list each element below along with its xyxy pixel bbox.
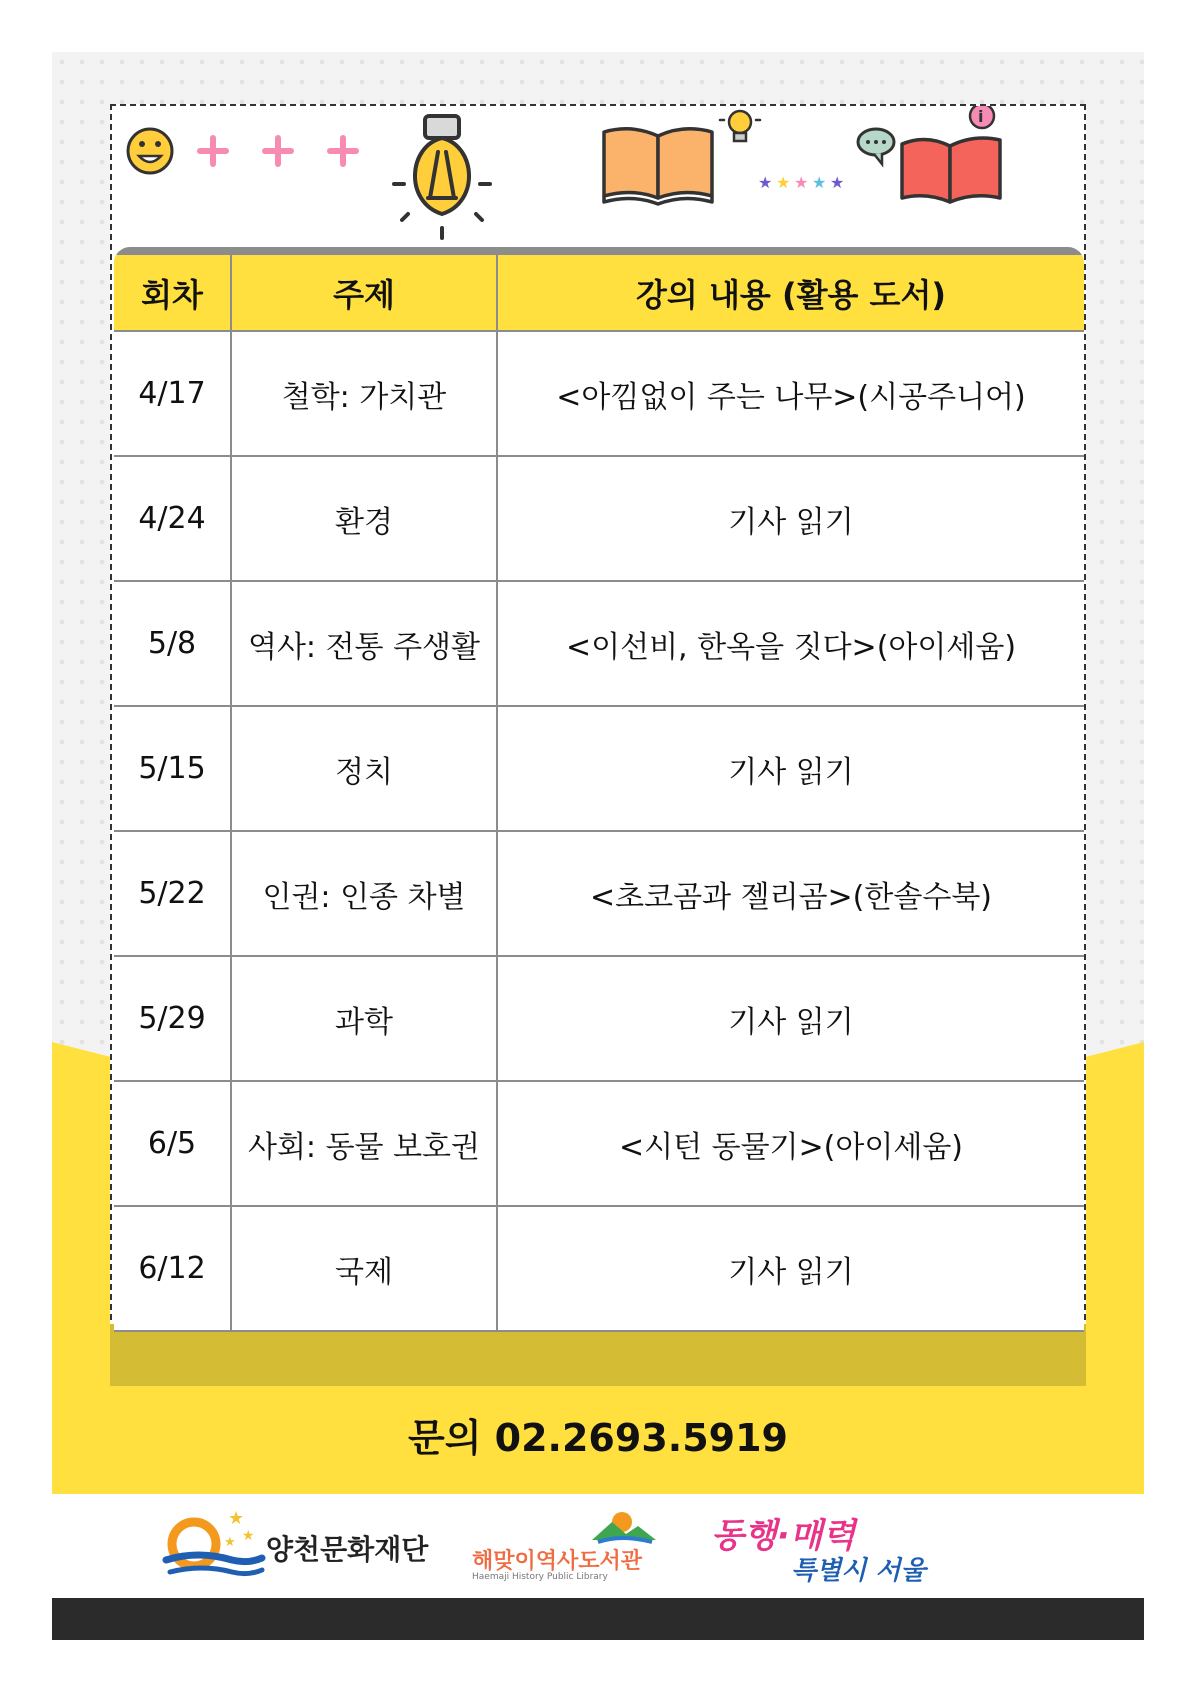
table-row (114, 1081, 1084, 1206)
small-bulb-icon (720, 111, 760, 141)
session-date: 6/5 (114, 1081, 231, 1206)
session-topic: 국제 (231, 1206, 497, 1331)
plus-icon (265, 138, 291, 164)
session-content: 기사 읽기 (497, 956, 1084, 1081)
yangcheon-emblem-icon (162, 1494, 272, 1598)
session-date: 5/8 (114, 581, 231, 706)
header-content: 강의 내용 (활용 도서) (497, 255, 1084, 331)
session-date: 4/17 (114, 331, 231, 456)
seoul-slogan-line2: 특별시 서울 (791, 1556, 926, 1586)
footer-bar (52, 1598, 1144, 1640)
contact-phone: 문의 02.2693.5919 (408, 1416, 788, 1460)
session-content: <아낌없이 주는 나무>(시공주니어) (497, 331, 1084, 456)
session-topic: 인권: 인종 차별 (231, 831, 497, 956)
session-date: 4/24 (114, 456, 231, 581)
table-row (114, 1206, 1084, 1331)
smiley-icon (128, 129, 172, 173)
haemaji-english-name: Haemaji History Public Library (472, 1572, 608, 1582)
yangcheon-name: 양천문화재단 (266, 1533, 429, 1566)
seoul-slogan-logo (707, 1494, 947, 1598)
decoration-row (112, 106, 1088, 256)
svg-text:★: ★ (794, 173, 809, 192)
svg-text:★: ★ (224, 1535, 236, 1550)
poster (52, 52, 1144, 1640)
open-book-icon (604, 129, 712, 204)
stars-rating-icon (758, 173, 844, 192)
table-row (114, 831, 1084, 956)
svg-text:★: ★ (812, 173, 827, 192)
session-content: <이선비, 한옥을 짓다>(아이세움) (497, 581, 1084, 706)
seoul-slogan-line1: 동행·매력 (711, 1516, 856, 1556)
session-content: 기사 읽기 (497, 1206, 1084, 1331)
haemaji-emblem-icon (582, 1500, 662, 1550)
plus-icon (200, 138, 226, 164)
svg-text:★: ★ (758, 173, 773, 192)
table-row (114, 581, 1084, 706)
session-topic: 과학 (231, 956, 497, 1081)
light-bulb-icon (394, 116, 490, 238)
plus-icon (330, 138, 356, 164)
yangcheon-logo (162, 1494, 462, 1598)
session-content: 기사 읽기 (497, 706, 1084, 831)
svg-text:★: ★ (776, 173, 791, 192)
session-date: 5/15 (114, 706, 231, 831)
schedule-table-container (114, 247, 1084, 1332)
table-shadow (110, 1324, 1086, 1386)
svg-text:i: i (978, 107, 984, 126)
svg-text:★: ★ (242, 1528, 255, 1544)
schedule-table (114, 255, 1084, 1332)
speech-bubble-icon (858, 129, 894, 164)
session-topic: 환경 (231, 456, 497, 581)
table-row (114, 706, 1084, 831)
session-topic: 철학: 가치관 (231, 331, 497, 456)
session-content: <시턴 동물기>(아이세움) (497, 1081, 1084, 1206)
table-row (114, 331, 1084, 456)
session-topic: 사회: 동물 보호권 (231, 1081, 497, 1206)
session-topic: 역사: 전통 주생활 (231, 581, 497, 706)
svg-text:★: ★ (830, 173, 845, 192)
session-date: 6/12 (114, 1206, 231, 1331)
header-session: 회차 (114, 255, 231, 331)
table-header-row (114, 255, 1084, 331)
svg-text:★: ★ (228, 1508, 245, 1529)
red-book-icon (902, 138, 1000, 202)
session-content: 기사 읽기 (497, 456, 1084, 581)
session-content: <초코곰과 젤리곰>(한솔수북) (497, 831, 1084, 956)
session-date: 5/22 (114, 831, 231, 956)
info-icon (970, 106, 994, 128)
table-row (114, 956, 1084, 1081)
session-topic: 정치 (231, 706, 497, 831)
table-row (114, 456, 1084, 581)
sponsor-logos (52, 1494, 1144, 1598)
haemaji-logo (472, 1494, 672, 1598)
header-topic: 주제 (231, 255, 497, 331)
haemaji-name: 해맞이역사도서관 (472, 1549, 643, 1574)
session-date: 5/29 (114, 956, 231, 1081)
